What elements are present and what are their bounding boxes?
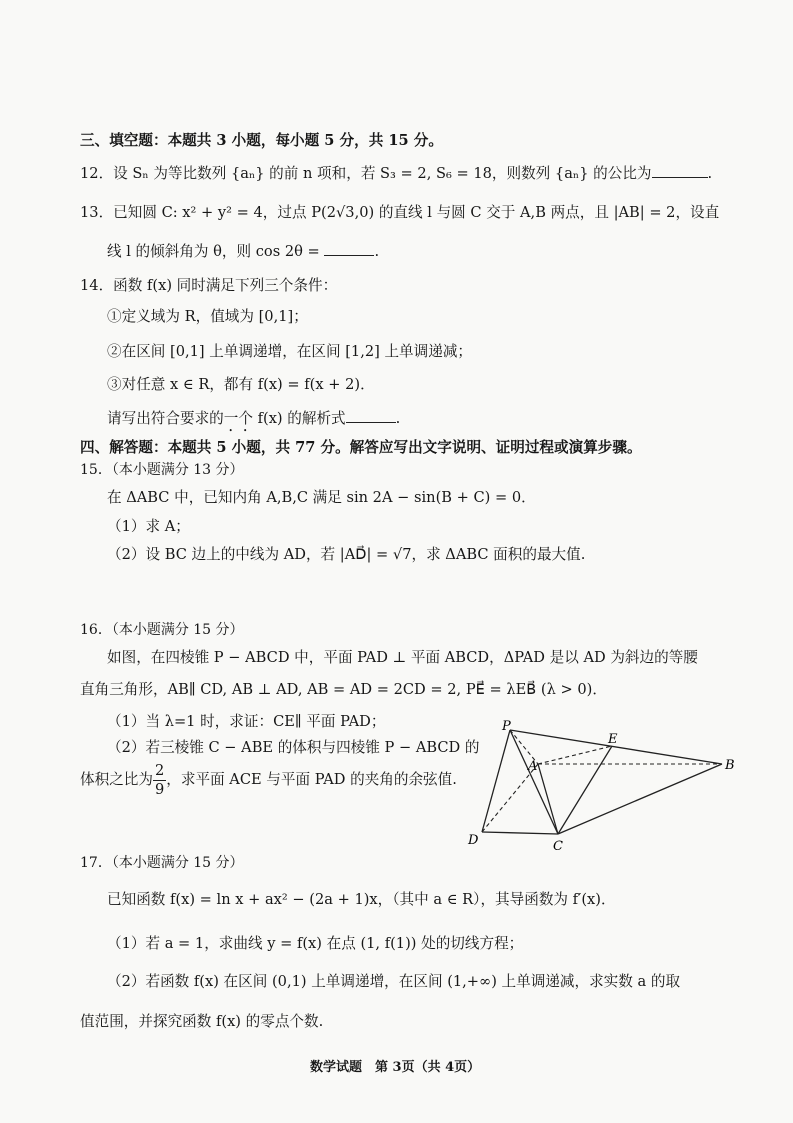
question-14-stem: 14．函数 f(x) 同时满足下列三个条件： bbox=[80, 277, 338, 294]
label-E: E bbox=[608, 732, 618, 747]
edge-AD bbox=[482, 764, 538, 832]
question-14-ask-text: 请写出符合要求的 bbox=[107, 410, 224, 427]
volume-ratio-text: 体积之比为 bbox=[80, 771, 153, 788]
question-14-condition-3: ③对任意 x ∈ R，都有 f(x) = f(x + 2)． bbox=[107, 376, 375, 393]
question-12-end: . bbox=[707, 165, 713, 182]
question-12-text: 12．设 Sₙ 为等比数列 {aₙ} 的前 n 项和，若 S₃ = 2, S₆ = 18，则数列 {aₙ} 的公比为 bbox=[80, 165, 652, 182]
question-17-part-2-line-1: （2）若函数 f(x) 在区间 (0,1) 上单调递增，在区间 (1,+∞) 上单调递减，求实数 a 的取 bbox=[107, 973, 681, 990]
question-15-stem: 在 ΔABC 中，已知内角 A,B,C 满足 sin 2A − sin(B + C) = 0． bbox=[107, 489, 536, 506]
section-4-header: 四、解答题：本题共 5 小题，共 77 分。解答应写出文字说明、证明过程或演算步骤。 bbox=[80, 439, 642, 456]
fraction-numerator: 2 bbox=[154, 761, 165, 779]
ratio-fraction bbox=[153, 762, 166, 799]
answer-blank-14[interactable] bbox=[346, 408, 396, 423]
question-16-title: 16．（本小题满分 15 分） bbox=[80, 622, 244, 638]
label-D: D bbox=[468, 833, 479, 848]
label-P: P bbox=[502, 719, 511, 734]
question-17-stem: 已知函数 f(x) = ln x + ax² − (2a + 1)x，（其中 a ∈ R），其导函数为 f′(x)． bbox=[107, 891, 616, 908]
label-A: A bbox=[528, 759, 538, 774]
question-16-stem-1: 如图，在四棱锥 P − ABCD 中，平面 PAD ⊥ 平面 ABCD，ΔPAD 是以 AD 为斜边的等腰 bbox=[107, 649, 698, 666]
answer-blank-12[interactable] bbox=[652, 163, 708, 178]
page-footer: 数学试题 第 3页（共 4页） bbox=[310, 1060, 481, 1075]
question-14-condition-2: ②在区间 [0,1] 上单调递增，在区间 [1,2] 上单调递减； bbox=[107, 343, 473, 360]
emphasis-one: 一个 bbox=[223, 410, 253, 427]
question-17-title: 17．（本小题满分 15 分） bbox=[80, 855, 244, 871]
question-15-title: 15．（本小题满分 13 分） bbox=[80, 462, 244, 478]
question-14-ask bbox=[107, 408, 400, 435]
question-13-line-1: 13．已知圆 C: x² + y² = 4，过点 P(2√3,0) 的直线 l 与圆 C 交于 A,B 两点，且 |AB| = 2，设直 bbox=[80, 204, 720, 221]
question-12 bbox=[80, 163, 712, 184]
question-16-part-2-cont bbox=[80, 760, 457, 800]
fraction-denominator: 9 bbox=[154, 780, 165, 798]
edge-PC bbox=[510, 730, 558, 834]
question-16-part-2: （2）若三棱锥 C − ABE 的体积与四棱锥 P − ABCD 的 bbox=[107, 739, 480, 756]
question-17-part-1: （1）若 a = 1，求曲线 y = f(x) 在点 (1, f(1)) 处的切线方程； bbox=[107, 935, 524, 952]
question-16-ask: ，求平面 ACE 与平面 PAD 的夹角的余弦值. bbox=[166, 771, 457, 788]
question-13-text: 线 l 的倾斜角为 θ，则 cos 2θ = bbox=[107, 243, 320, 260]
edge-DC bbox=[482, 832, 558, 834]
question-15-part-2: （2）设 BC 边上的中线为 AD，若 |AD⃗| = √7，求 ΔABC 面积的最大值. bbox=[107, 546, 586, 563]
edge-CB bbox=[558, 764, 722, 834]
question-13-line-2 bbox=[107, 241, 379, 262]
answer-blank-13[interactable] bbox=[324, 241, 374, 256]
label-C: C bbox=[553, 839, 563, 854]
edge-AC bbox=[538, 764, 558, 834]
edge-AE bbox=[538, 746, 612, 764]
question-17-part-2-line-2: 值范围，并探究函数 f(x) 的零点个数. bbox=[80, 1013, 324, 1030]
question-16-stem-2: 直角三角形，AB∥ CD, AB ⊥ AD, AB = AD = 2CD = 2, PE⃗ = λEB⃗ (λ > 0)． bbox=[80, 681, 607, 698]
question-14-condition-1: ①定义域为 R，值域为 [0,1]； bbox=[107, 308, 308, 325]
question-14-end: . bbox=[395, 410, 401, 427]
question-16-part-1: （1）当 λ=1 时，求证：CE∥ 平面 PAD； bbox=[107, 713, 386, 730]
question-15-part-1: （1）求 A； bbox=[107, 518, 190, 535]
question-14-ask-function: f(x) 的解析式 bbox=[252, 410, 346, 427]
edge-CE bbox=[558, 746, 612, 834]
pyramid-figure bbox=[462, 718, 735, 858]
question-13-end: . bbox=[374, 243, 380, 260]
label-B: B bbox=[725, 758, 735, 773]
section-3-header: 三、填空题：本题共 3 小题，每小题 5 分，共 15 分。 bbox=[80, 132, 443, 149]
edge-PD bbox=[482, 730, 510, 832]
